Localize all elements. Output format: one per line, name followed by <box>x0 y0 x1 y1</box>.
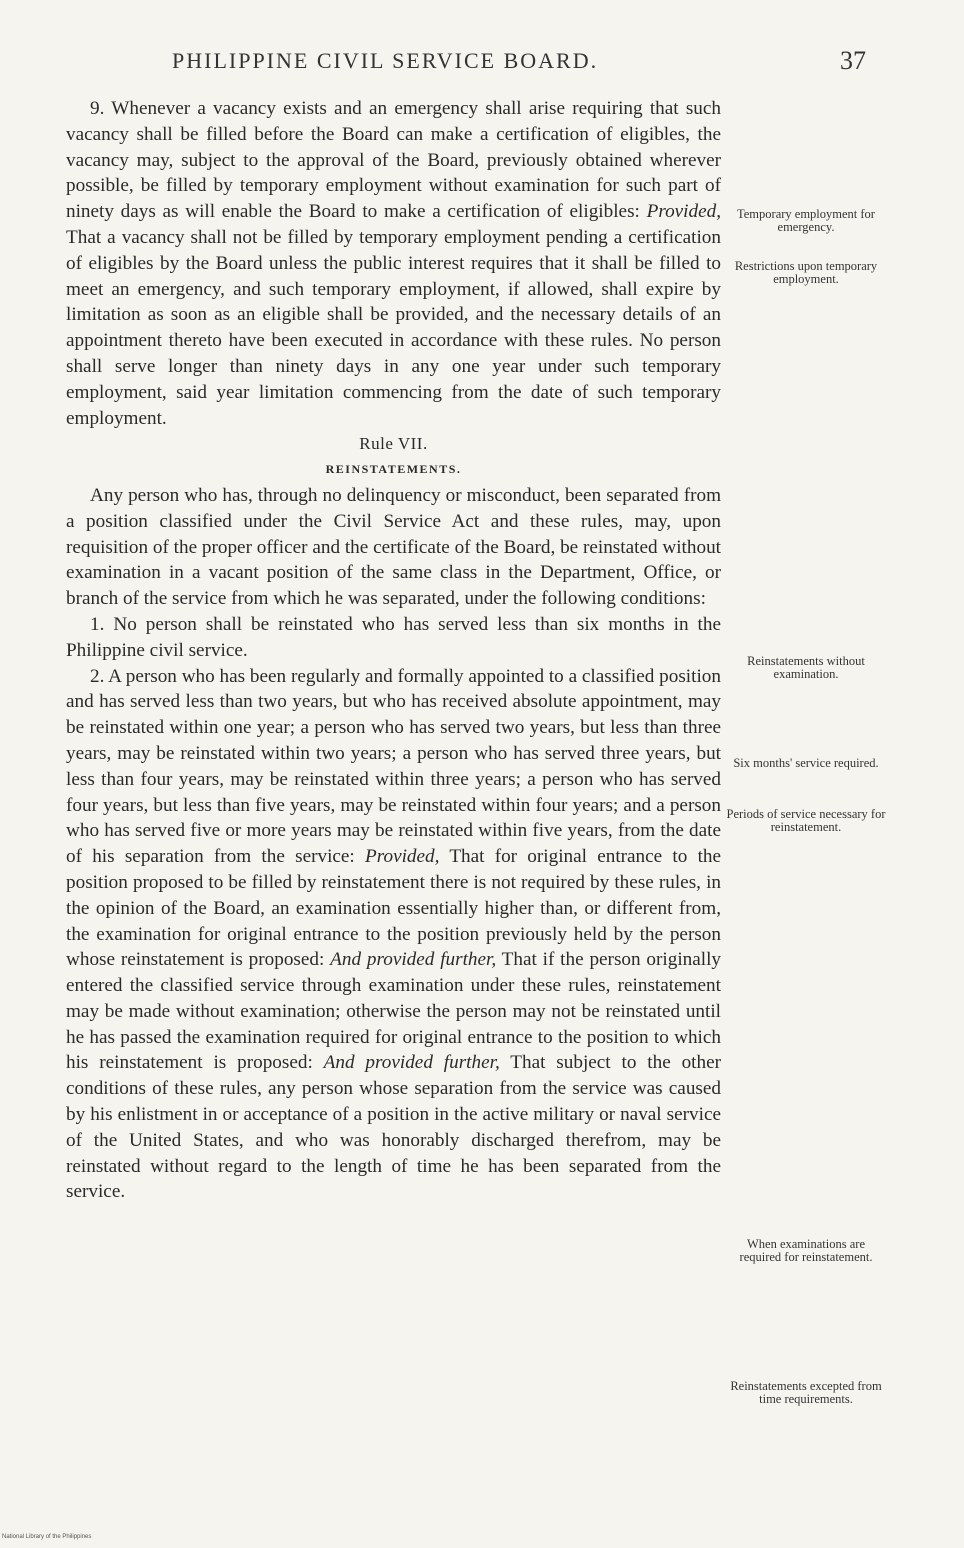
margin-note-six-months: Six months' service required. <box>733 756 879 770</box>
provided-italic: Provided, <box>646 201 722 223</box>
condition-2-text-c: That if the person originally entered the classified service through examination under these rules, reinstatement may be made without examination; otherwise the person may not be reinstated until he has passed the examination required for original entrance to the position to which his reinstatement is proposed: <box>66 949 722 1074</box>
margin-note-temporary-employment: Temporary employment for emergency. <box>737 207 875 234</box>
rule-heading: Rule VII. <box>359 434 428 454</box>
condition-2-text-b: That for original entrance to the position proposed to be filled by reinstatement there is not required by these rules, in the opinion of the Board, an examination essentially higher than, or different from, the examination for original entrance to the position previously held by the person whose reinstatement is proposed: <box>66 846 722 971</box>
body-text <box>66 96 721 1205</box>
library-footer: National Library of the Philippines <box>2 1534 92 1540</box>
margin-note-when-examinations: When examinations are required for reinstatement. <box>739 1237 873 1264</box>
margin-note-restrictions: Restrictions upon temporary employment. <box>734 259 878 286</box>
condition-2-text-d: That subject to the other conditions of these rules, any person whose separation from the service was caused by his enlistment in or acceptance of a position in the active military or naval service of the United States, and who was honorably discharged therefrom, may be reinstated without regard to the length of time he has been separated from the service. <box>66 1052 721 1203</box>
provided-further-italic: And provided further, <box>330 949 497 971</box>
reinstatement-intro: Any person who has, through no delinquency or misconduct, been separated from a position classified under the Civil Service Act and these rules, may, upon requisition of the proper officer and the certificate of the Board, be reinstated without examination in a vacant position of the same class in the Department, Office, or branch of the service from which he was separated, under the following conditions: <box>66 484 721 610</box>
paragraph-9-text-a: 9. Whenever a vacancy exists and an emergency shall arise requiring that such vacancy shall be filled before the Board can make a certification of eligibles, the vacancy may, subject to the approval of the Board, previously obtained wherever possible, be filled by temporary employment without examination for such part of ninety days as will enable the Board to make a certification of eligibles: <box>66 98 721 223</box>
margin-note-reinstatements-without-exam: Reinstatements without examination. <box>747 654 865 681</box>
paragraph-9 <box>66 96 721 431</box>
margin-note-periods-of-service: Periods of service necessary for reinstatement. <box>726 807 886 834</box>
paragraph-9-text-b: That a vacancy shall not be filled by temporary employment pending a certification of eligibles by the Board unless the public interest requires that it shall be filled to meet an emergency, and such temporary employment, if allowed, shall expire by limitation as soon as an eligible shall be provided, and the necessary details of an appointment thereto have been executed in accordance with these rules. No person shall serve longer than ninety days in any one year under such temporary employment, said year limitation commencing from the date of such temporary employment. <box>66 226 721 429</box>
section-heading: REINSTATEMENTS. <box>325 462 462 477</box>
provided-further-italic: And provided further, <box>323 1052 500 1074</box>
provided-italic: Provided, <box>365 846 440 868</box>
condition-2 <box>66 664 721 1206</box>
condition-2-text-a: 2. A person who has been regularly and formally appointed to a classified position and has served less than two years, but who has received absolute appointment, may be reinstated within one year; a person who has served two years, but less than three years, may be reinstated within two years; a person who has served three years, but less than four years, may be reinstated within three years; a person who has served four years, but less than five years, may be reinstated within four years; and a person who has served five or more years may be reinstated within five years, from the date of his separation from the service: <box>66 665 721 868</box>
condition-1: 1. No person shall be reinstated who has served less than six months in the Philippine civil service. <box>66 613 721 661</box>
page-number: 37 <box>840 46 866 75</box>
running-head: PHILIPPINE CIVIL SERVICE BOARD. <box>172 48 599 73</box>
margin-note-excepted: Reinstatements excepted from time requirements. <box>730 1379 882 1406</box>
